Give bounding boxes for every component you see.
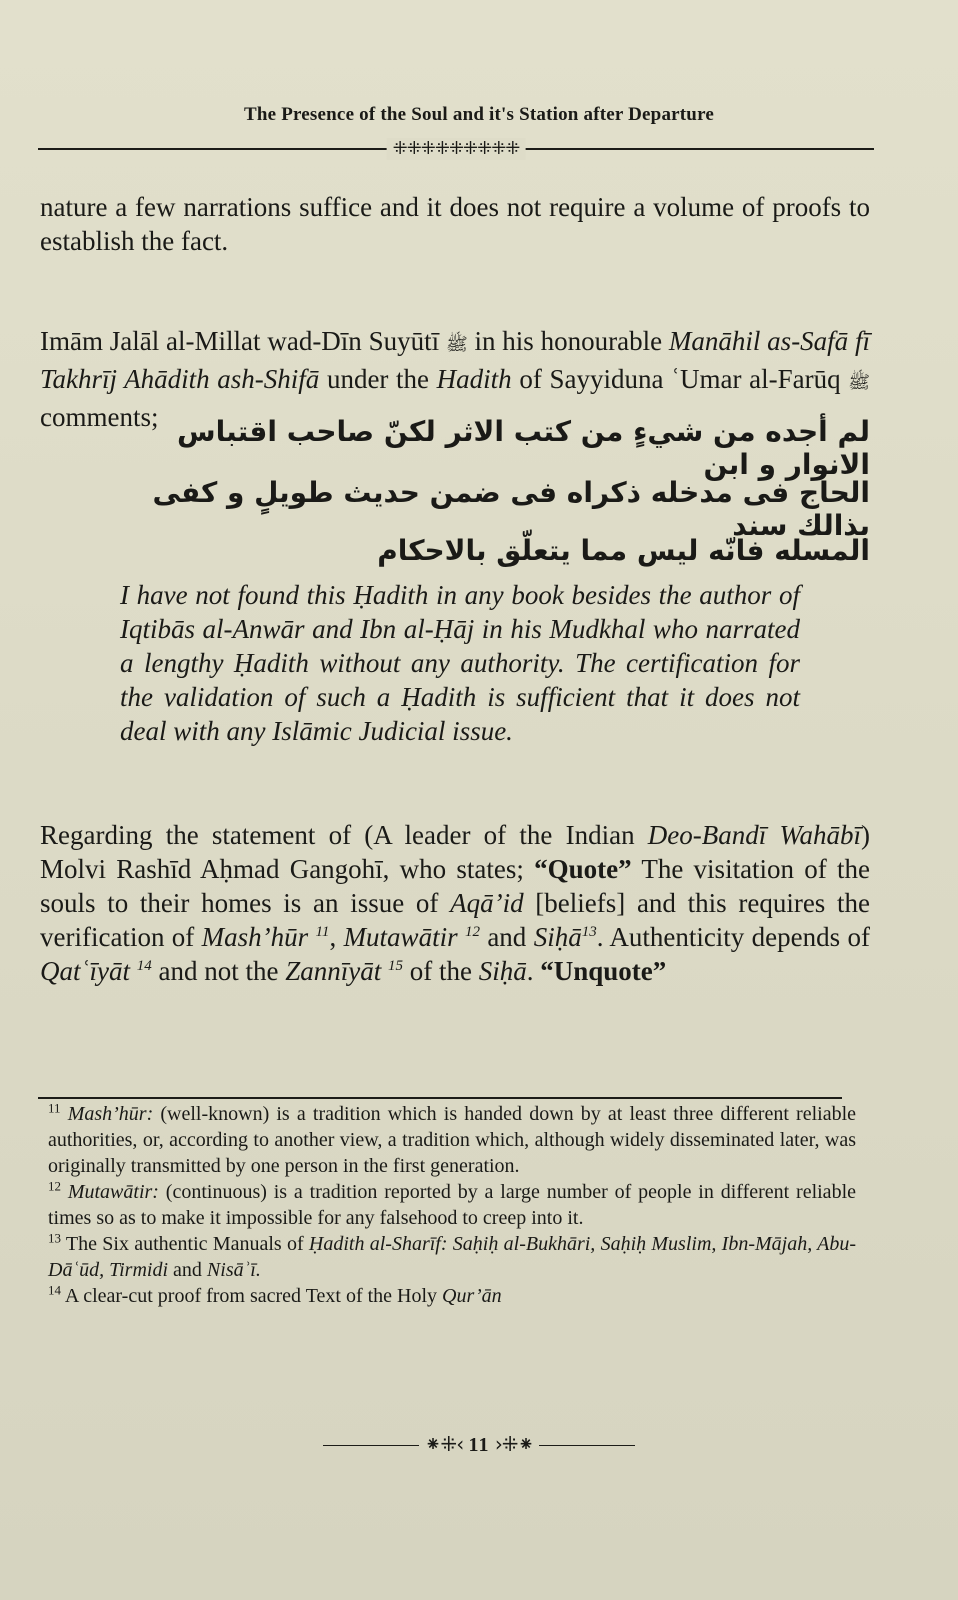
term-aqaid: Aqā’id — [450, 888, 524, 918]
footnote-14 — [48, 1283, 856, 1309]
page-number: 11 — [468, 1434, 490, 1456]
arabic-line: المسله فانّه ليس مما يتعلّق بالاحكام — [377, 534, 870, 567]
term-qatiyat: Qatʿīyāt — [40, 956, 130, 986]
arabic-line: لم أجده من شيءٍ من كتب الاثر لكنّ صاحب اقتباس الانوار و ابن — [177, 415, 870, 481]
footnote-13 — [48, 1231, 856, 1283]
footer-rule-right — [539, 1445, 635, 1446]
arabic-line: الحاج فى مدخله ذكراه فى ضمن حديث طويلٍ و كفى بذالك سند — [152, 476, 870, 542]
p3-text: and — [479, 922, 534, 952]
paragraph-gangohi — [40, 818, 870, 988]
footnote-term: Mutawātir: — [67, 1181, 159, 1203]
running-head: The Presence of the Soul and it's Station after Departure — [243, 104, 714, 125]
footnote-number: 11 — [48, 1100, 61, 1116]
term-siha: Siḥā — [478, 956, 527, 986]
footnote-ref-13[interactable]: 13 — [581, 924, 597, 940]
p3-text: , — [329, 922, 344, 952]
footnote-term: Mash’hūr: — [67, 1103, 154, 1125]
header-ornament-icon: ⁜⁜⁜⁜⁜⁜⁜⁜⁜ — [387, 138, 526, 160]
footnote-rule — [38, 1097, 842, 1099]
term-hadith: Hadith — [436, 364, 512, 394]
term-siha: Siḥā — [533, 922, 582, 952]
footnote-term: Nisāʾī. — [206, 1259, 261, 1281]
quote-open: “Quote” — [534, 854, 632, 884]
footnote-11 — [48, 1101, 856, 1179]
footnote-number: 14 — [48, 1282, 61, 1298]
footnote-ref-12[interactable]: 12 — [464, 924, 480, 940]
p2-text-c: under the — [319, 364, 437, 394]
footnote-ref-15[interactable]: 15 — [387, 958, 403, 974]
footnote-text: and — [168, 1259, 207, 1281]
footnote-number: 13 — [48, 1230, 61, 1246]
p3-text: . — [526, 956, 541, 986]
footnote-number: 12 — [48, 1178, 61, 1194]
term-mashhur: Mash’hūr — [201, 922, 309, 952]
book-title: Manāhil as-Safā fī Takhrīj Ahādith ash-Shifā — [40, 326, 870, 394]
footnote-text: A clear-cut proof from sacred Text of the Holy — [61, 1285, 443, 1307]
footnote-term: Ḥadith al-Sharīf: Saḥiḥ al-Bukhāri, Saḥiḥ Muslim, Ibn-Mājah, Abu-Dāʿūd, Tirmidi — [48, 1233, 857, 1281]
p2-text-b: in his honourable — [467, 326, 669, 356]
translation-quote: I have not found this Ḥadith in any book besides the author of Iqtibās al-Anwār and Ibn al-Ḥāj in his Mudkhal who narrated a lengthy Ḥadith without any authority. The certification for the validation of such a Ḥadith is sufficient that it does not deal with any Islāmic Judicial issue. — [120, 580, 800, 746]
p3-text: Regarding the statement of (A leader of the Indian — [40, 820, 648, 850]
footnote-text: (well-known) is a tradition which is handed down by at least three different reliable authorities, or, according to another view, a tradition which, although widely disseminated later, was originally transmitted by one person in the first generation. — [48, 1103, 857, 1177]
footer-rule-left — [323, 1445, 419, 1446]
honorific-icon: ﷺ — [848, 372, 870, 393]
term-mutawatir: Mutawātir — [343, 922, 458, 952]
p3-text: The visitation of the souls to their homes is an issue of — [40, 854, 870, 918]
paragraph-continuation: nature a few narrations suffice and it does not require a volume of proofs to establish the fact. — [40, 192, 870, 256]
footnotes — [48, 1101, 856, 1309]
footer-ornament-icon: ›⁜⁕ — [494, 1432, 534, 1456]
p3-text: [beliefs] and this requires the verification of — [40, 888, 870, 952]
footnote-12 — [48, 1179, 856, 1231]
p2-text-e: comments; — [40, 402, 159, 432]
p2-text-d: of Sayyiduna ʿUmar al-Farūq — [511, 364, 849, 394]
footnote-ref-14[interactable]: 14 — [136, 958, 152, 974]
footer-ornament-icon: ⁕⁜‹ — [424, 1432, 464, 1456]
footnote-term: Qur’ān — [442, 1285, 502, 1307]
term-deobandi: Deo-Bandī Wahābī — [647, 820, 861, 850]
p3-text: ) Molvi Rashīd Aḥmad Gangohī, who states; — [40, 820, 870, 884]
p3-text: and not the — [151, 956, 286, 986]
p3-text: . Authenticity depends of — [596, 922, 871, 952]
term-zanniyat: Zannīyāt — [285, 956, 382, 986]
p3-text: of the — [402, 956, 479, 986]
footnote-ref-11[interactable]: 11 — [315, 924, 330, 940]
p2-text-a: Imām Jalāl al-Millat wad-Dīn Suyūtī — [40, 326, 440, 356]
footnote-text: The Six authentic Manuals of — [61, 1233, 309, 1255]
honorific-icon: ﷺ — [445, 334, 468, 355]
page-footer — [0, 1432, 958, 1457]
footnote-text: (continuous) is a tradition reported by a large number of people in different reliable times so as to make it impossible for any falsehood to creep into it. — [48, 1181, 856, 1229]
header-ornamental-rule — [38, 138, 874, 160]
quote-close: “Unquote” — [540, 956, 667, 986]
